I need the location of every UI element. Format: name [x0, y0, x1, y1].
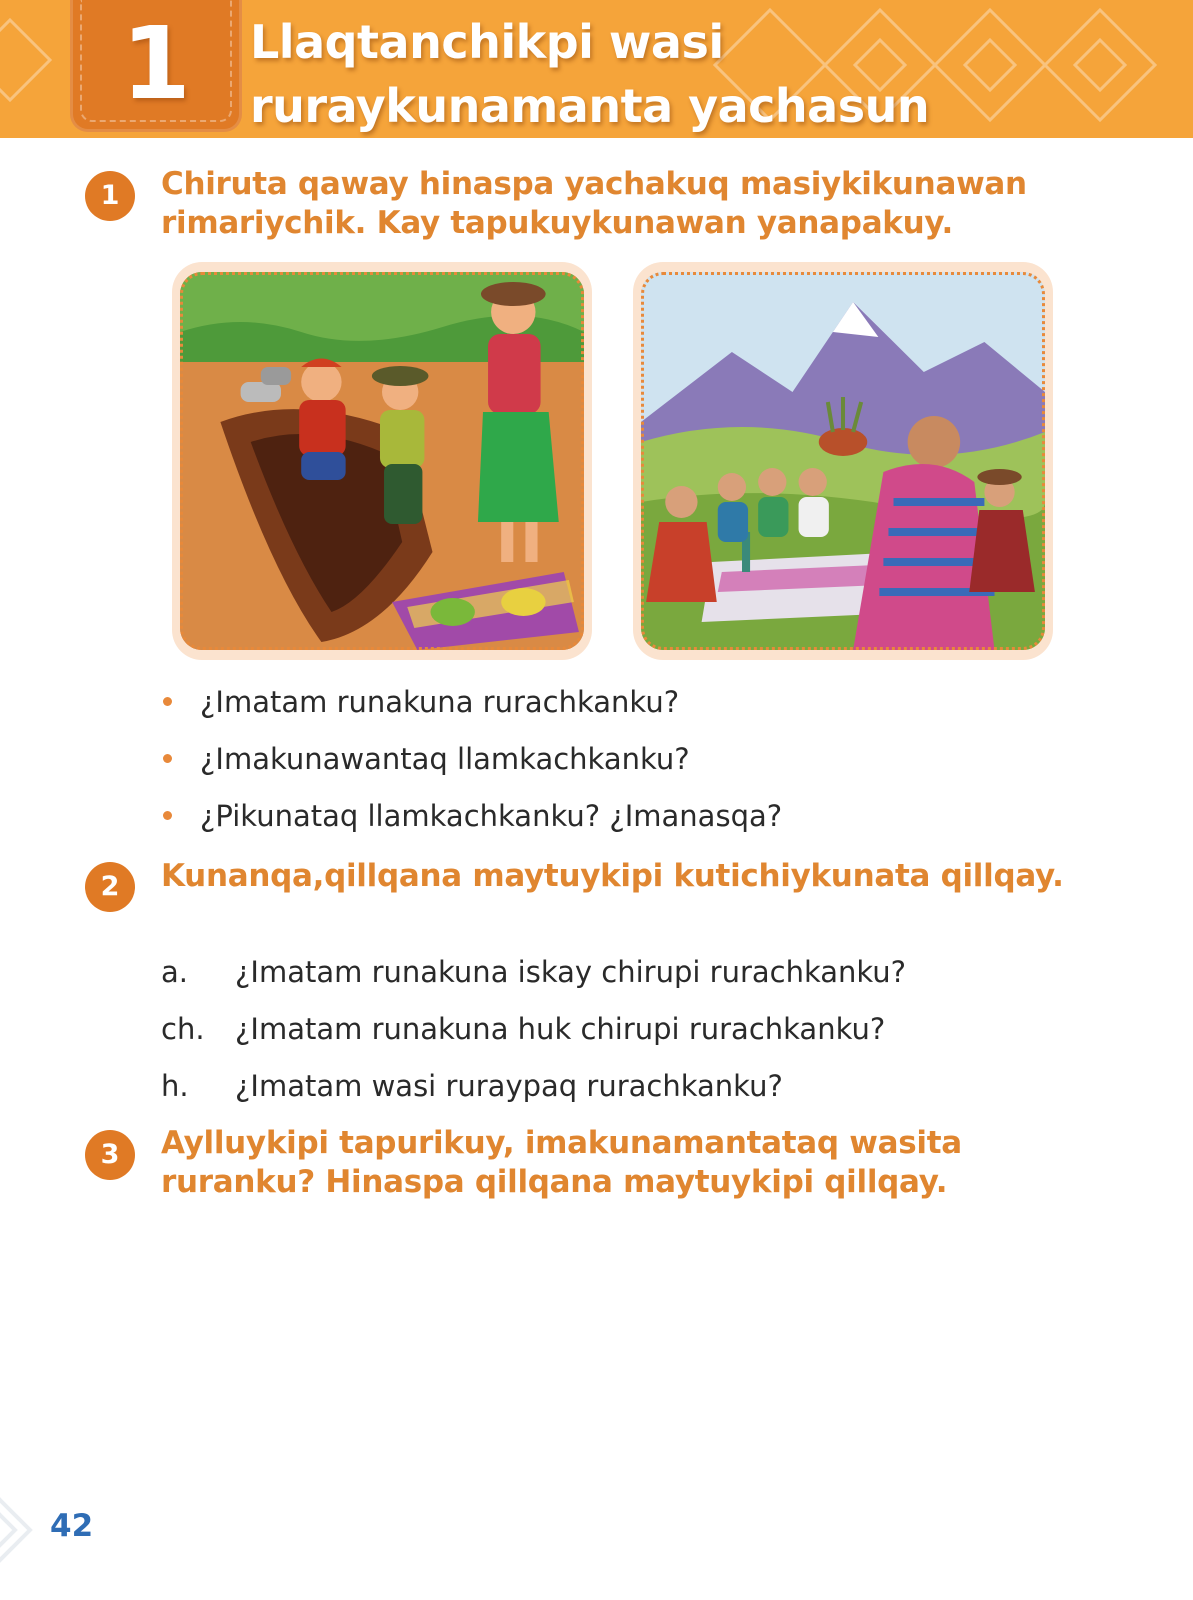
question-text: ¿Pikunataq llamkachkanku? ¿Imanasqa? [200, 799, 783, 833]
activity-3-instruction [161, 1124, 1061, 1202]
list-item [160, 680, 782, 737]
chapter-title [250, 10, 1150, 138]
question-text: ¿Imatam runakuna rurachkanku? [200, 685, 680, 719]
bullet-dot-icon [163, 754, 172, 763]
chapter-number: 1 [121, 5, 191, 122]
item-letter: ch. [161, 1012, 205, 1046]
question-text: ¿Imatam runakuna huk chirupi rurachkanku? [235, 1012, 886, 1046]
activity-3-badge: 3 [85, 1130, 135, 1180]
activity-1-instruction [161, 165, 1061, 243]
bullet-dot-icon [163, 697, 172, 706]
activity-3-line1: Aylluykipi tapurikuy, imakunamantataq wasita [161, 1125, 962, 1161]
question-text: ¿Imakunawantaq llamkachkanku? [200, 742, 690, 776]
activity-2-badge: 2 [85, 862, 135, 912]
activity-1-line1: Chiruta qaway hinaspa yachakuq masiykikunawan [161, 166, 1027, 202]
chapter-title-line1: Llaqtanchikpi wasi [250, 15, 724, 69]
written-questions-list [161, 950, 906, 1121]
picture-1-frame [172, 262, 592, 660]
list-item [161, 1064, 906, 1121]
activity-1-badge: 1 [85, 171, 135, 221]
activity-3-line2: ruranku? Hinaspa qillqana maytuykipi qillqay. [161, 1164, 948, 1200]
item-letter: h. [161, 1069, 189, 1103]
discussion-questions-list [160, 680, 782, 851]
activity-2-instruction [161, 857, 1064, 896]
item-letter: a. [161, 955, 188, 989]
chapter-title-line2: ruraykunamanta yachasun [250, 79, 930, 133]
illustration-family-digging-foundation-icon [180, 272, 584, 650]
list-item [160, 794, 782, 851]
list-item [161, 950, 906, 1007]
picture-2-frame [633, 262, 1053, 660]
bullet-dot-icon [163, 811, 172, 820]
activity-1-line2: rimariychik. Kay tapukuykunawan yanapakuy. [161, 205, 953, 241]
activity-2-line1: Kunanqa,qillqana maytuykipi kutichiykunata qillqay. [161, 858, 1064, 894]
question-text: ¿Imatam wasi ruraypaq rurachkanku? [235, 1069, 783, 1103]
chapter-banner [0, 0, 1193, 138]
illustration-offering-ceremony-icon [641, 272, 1045, 650]
page-number: 42 [50, 1508, 94, 1544]
list-item [161, 1007, 906, 1064]
list-item [160, 737, 782, 794]
question-text: ¿Imatam runakuna iskay chirupi rurachkanku? [235, 955, 907, 989]
